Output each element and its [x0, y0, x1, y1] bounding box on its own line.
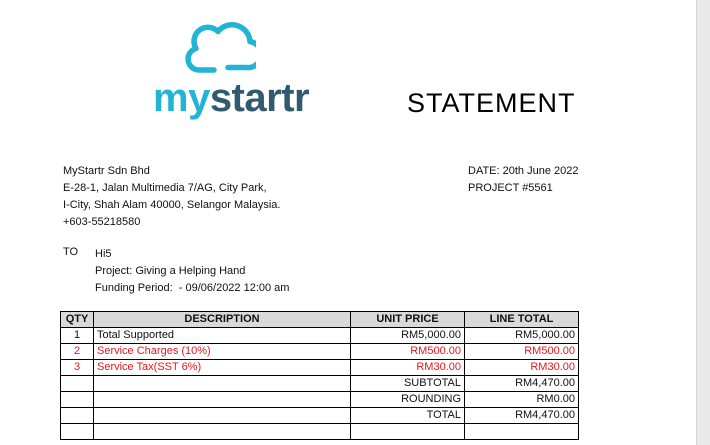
rounding-label: ROUNDING — [351, 392, 465, 408]
company-address-line-2: I-City, Shah Alam 40000, Selangor Malaysia. — [63, 199, 281, 211]
header-line-total: LINE TOTAL — [465, 312, 579, 328]
row-line-total: RM500.00 — [465, 344, 579, 360]
company-address-line-1: E-28-1, Jalan Multimedia 7/AG, City Park, — [63, 182, 267, 194]
empty-cell — [61, 392, 94, 408]
empty-cell — [351, 424, 465, 440]
row-line-total: RM5,000.00 — [465, 328, 579, 344]
empty-cell — [61, 424, 94, 440]
table-header-row — [61, 312, 579, 328]
total-label: TOTAL — [351, 408, 465, 424]
header-qty: QTY — [61, 312, 94, 328]
logo-text-my: my — [153, 76, 210, 120]
total-row — [61, 408, 579, 424]
table-row — [61, 328, 579, 344]
empty-cell — [94, 408, 351, 424]
empty-cell — [61, 376, 94, 392]
row-line-total: RM30.00 — [465, 360, 579, 376]
recipient-project: Project: Giving a Helping Hand — [95, 265, 246, 277]
row-qty: 1 — [61, 328, 94, 344]
company-phone: +603-55218580 — [63, 216, 141, 228]
subtotal-row — [61, 376, 579, 392]
table-row — [61, 360, 579, 376]
row-unit-price: RM5,000.00 — [351, 328, 465, 344]
empty-cell — [94, 392, 351, 408]
empty-cell — [94, 424, 351, 440]
project-number: PROJECT #5561 — [468, 182, 553, 194]
empty-cell — [465, 424, 579, 440]
recipient-name: Hi5 — [95, 248, 112, 260]
company-name: MyStartr Sdn Bhd — [63, 165, 150, 177]
subtotal-value: RM4,470.00 — [465, 376, 579, 392]
row-qty: 2 — [61, 344, 94, 360]
row-unit-price: RM500.00 — [351, 344, 465, 360]
recipient-funding-period: Funding Period: - 09/06/2022 12:00 am — [95, 282, 290, 294]
empty-cell — [61, 408, 94, 424]
statement-date: DATE: 20th June 2022 — [468, 165, 579, 177]
page-edge — [696, 0, 710, 445]
statement-meta — [468, 163, 578, 197]
subtotal-label: SUBTOTAL — [351, 376, 465, 392]
to-label: TO — [63, 246, 79, 258]
table-row — [61, 344, 579, 360]
logo-text-startr: startr — [209, 76, 310, 120]
row-description: Total Supported — [94, 328, 351, 344]
company-address-block — [63, 163, 280, 231]
row-description: Service Charges (10%) — [94, 344, 351, 360]
cloud-icon — [184, 14, 256, 74]
document-title: STATEMENT — [407, 88, 576, 118]
line-items-table — [60, 311, 579, 440]
rounding-value: RM0.00 — [465, 392, 579, 408]
recipient-block — [95, 246, 289, 297]
row-description: Service Tax(SST 6%) — [94, 360, 351, 376]
row-unit-price: RM30.00 — [351, 360, 465, 376]
header-description: DESCRIPTION — [94, 312, 351, 328]
header-unit-price: UNIT PRICE — [351, 312, 465, 328]
logo-wordmark — [153, 76, 309, 120]
row-qty: 3 — [61, 360, 94, 376]
total-value: RM4,470.00 — [465, 408, 579, 424]
empty-cell — [94, 376, 351, 392]
rounding-row — [61, 392, 579, 408]
mystartr-logo — [150, 14, 310, 120]
empty-row — [61, 424, 579, 440]
